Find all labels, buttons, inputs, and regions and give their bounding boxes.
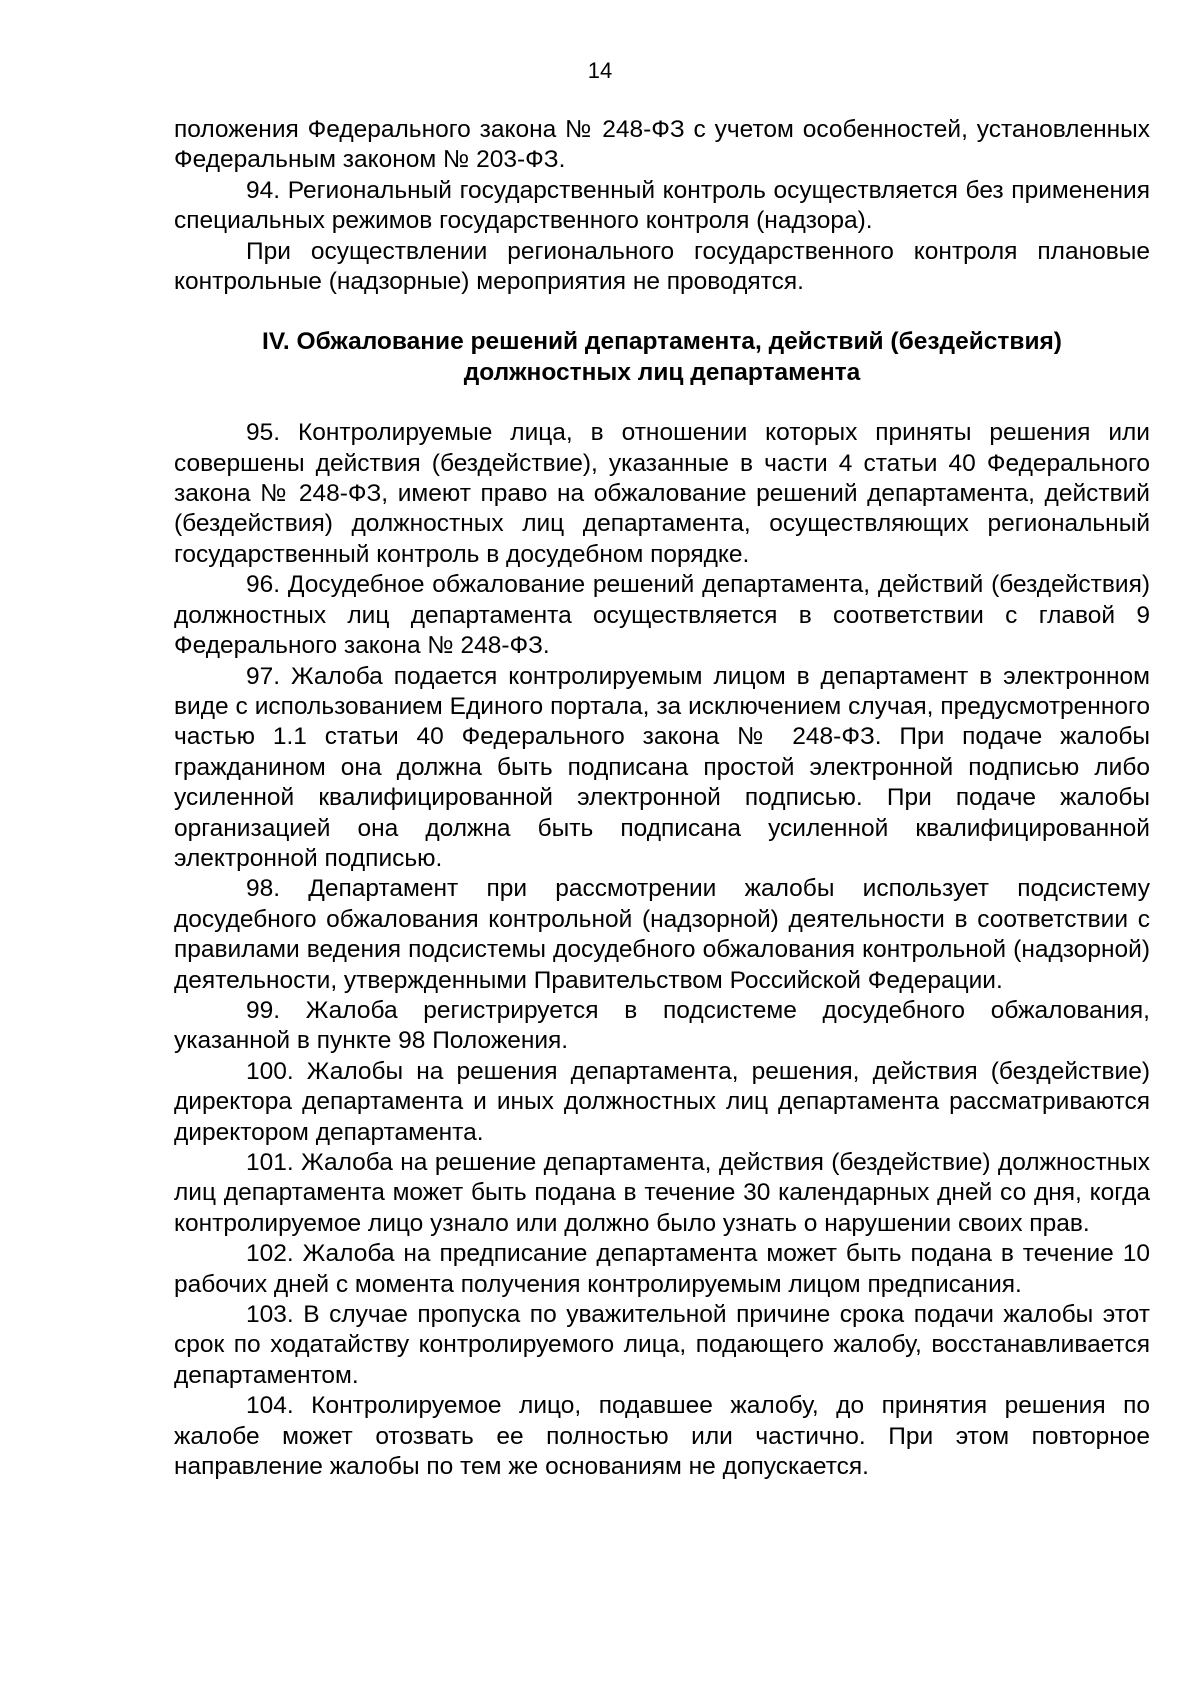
paragraph-98: 98. Департамент при рассмотрении жалобы использует подсистему досудебного обжалования контрольной (надзорной) деятельности в соответствии с правилами ведения подсистемы досудебного обжалования контрольной (надзорной) деятельности, утвержденными Правительством Российской Федерации.	[174, 875, 1150, 994]
paragraph-99: 99. Жалоба регистрируется в подсистеме досудебного обжалования, указанной в пункте 98 Положения.	[174, 996, 1150, 1055]
paragraph-104: 104. Контролируемое лицо, подавшее жалобу, до принятия решения по жалобе может отозвать ее полностью или частично. При этом повторное направление жалобы по тем же основаниям не допускается.	[174, 1392, 1150, 1481]
paragraph-103: 103. В случае пропуска по уважительной причине срока подачи жалобы этот срок по ходатайству контролируемого лица, подающего жалобу, восстанавливается департаментом.	[174, 1301, 1150, 1389]
paragraph-continuation: положения Федерального закона № 248-ФЗ с учетом особенностей, установленных Федеральным законом № 203-ФЗ.	[174, 116, 1150, 174]
paragraph-100: 100. Жалобы на решения департамента, решения, действия (бездействие) директора департамента и иных должностных лиц департамента рассматриваются директором департамента.	[174, 1057, 1150, 1146]
page-number: 14	[587, 58, 613, 83]
document-body	[174, 115, 1150, 1482]
paragraph-96: 96. Досудебное обжалование решений департамента, действий (бездействия) должностных лиц департамента осуществляется в соответствии с главой 9 Федерального закона № 248-ФЗ.	[174, 571, 1150, 660]
section-heading	[174, 297, 1150, 418]
paragraph-101: 101. Жалоба на решение департамента, действия (бездействие) должностных лиц департамента может быть подана в течение 30 календарных дней со дня, когда контролируемое лицо узнало или должно было узнать о нарушении своих прав.	[174, 1149, 1150, 1237]
section-heading-line-1: IV. Обжалование решений департамента, действий (бездействия)	[262, 328, 1062, 356]
paragraph-95: 95. Контролируемые лица, в отношении которых приняты решения или совершены действия (бездействие), указанные в части 4 статьи 40 Федерального закона № 248-ФЗ, имеют право на обжалование решений департамента, действий (бездействия) должностных лиц департамента, осуществляющих региональный государственный контроль в досудебном порядке.	[174, 419, 1150, 568]
paragraph-94: 94. Региональный государственный контроль осуществляется без применения специальных режимов государственного контроля (надзора).	[174, 176, 1150, 235]
paragraph-97: 97. Жалоба подается контролируемым лицом в департамент в электронном виде с использованием Единого портала, за исключением случая, предусмотренного частью 1.1 статьи 40 Федерального закона № 248-ФЗ. При подаче жалобы гражданином она должна быть подписана простой электронной подписью либо усиленной квалифицированной электронной подписью. При подаче жалобы организацией она должна быть подписана усиленной квалифицированной электронной подписью.	[174, 662, 1150, 872]
section-heading-line-2: должностных лиц департамента	[463, 358, 861, 386]
paragraph-102: 102. Жалоба на предписание департамента может быть подана в течение 10 рабочих дней с момента получения контролируемым лицом предписания.	[174, 1240, 1150, 1298]
paragraph-planned-inspections: При осуществлении регионального государственного контроля плановые контрольные (надзорные) мероприятия не проводятся.	[174, 237, 1150, 296]
